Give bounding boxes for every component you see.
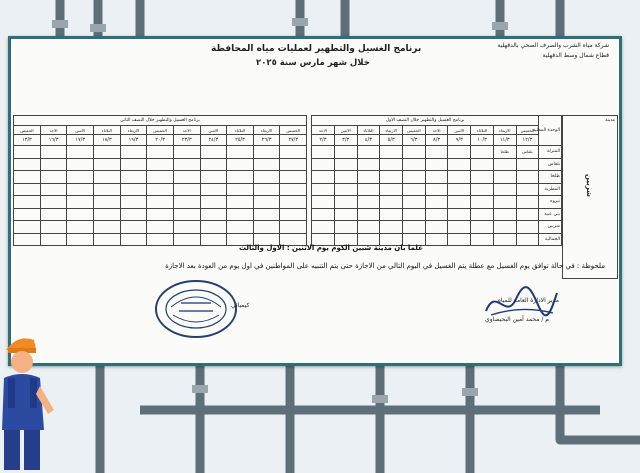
table-cell — [425, 233, 448, 246]
table-cell — [200, 196, 227, 209]
table-cell — [402, 196, 425, 209]
right-date-6: ٥/٣ — [380, 135, 403, 146]
table-row — [312, 183, 562, 196]
table-cell — [200, 183, 227, 196]
table-cell — [94, 221, 121, 234]
table-cell — [67, 171, 94, 184]
first-half-title: برنامج الغسيل والتطهير خلال النصف الاول — [312, 116, 539, 126]
table-cell — [147, 146, 174, 159]
left-date-9: ١٦/٣ — [40, 135, 67, 146]
table-cell — [94, 158, 121, 171]
right-day-3: الاثنين — [448, 126, 471, 135]
area-name: نبروه — [539, 196, 562, 209]
table-cell: بلقاس — [516, 146, 539, 159]
table-cell — [380, 221, 403, 234]
table-cell — [173, 171, 200, 184]
table-cell — [94, 233, 121, 246]
table-cell — [380, 183, 403, 196]
table-row — [312, 158, 562, 171]
table-row — [312, 196, 562, 209]
table-cell — [147, 233, 174, 246]
note-holiday: ملحوظة : في حالة توافق يوم الغسيل مع عطلة يتم الغسيل في اليوم التالي من الاجازة حتى يتم التنبيه على المواطنين في اول يوم من العودة بعد الاجازة — [165, 262, 605, 270]
table-cell — [312, 208, 335, 221]
table-cell — [312, 171, 335, 184]
table-cell — [147, 221, 174, 234]
table-cell — [471, 208, 494, 221]
area-name: بني عبيد — [539, 208, 562, 221]
table-cell — [425, 158, 448, 171]
table-cell — [120, 158, 147, 171]
table-cell — [334, 158, 357, 171]
table-cell — [448, 146, 471, 159]
table-cell — [173, 208, 200, 221]
table-cell — [334, 196, 357, 209]
table-cell — [40, 158, 67, 171]
table-cell — [120, 171, 147, 184]
left-date-3: ٢٤/٣ — [200, 135, 227, 146]
table-cell — [120, 208, 147, 221]
table-cell — [516, 158, 539, 171]
table-cell — [312, 196, 335, 209]
table-cell — [40, 208, 67, 221]
second-half-title: برنامج الغسيل والتطهير خلال النصف الثاني — [14, 116, 307, 126]
table-cell — [357, 221, 380, 234]
table-cell — [120, 233, 147, 246]
left-day-8: الاثنين — [67, 126, 94, 135]
table-cell — [280, 196, 307, 209]
table-cell — [40, 146, 67, 159]
left-date-8: ١٧/٣ — [67, 135, 94, 146]
right-date-8: ٣/٣ — [334, 135, 357, 146]
table-row — [312, 221, 562, 234]
table-cell — [14, 233, 41, 246]
table-cell — [493, 183, 516, 196]
table-cell — [334, 208, 357, 221]
table-cell — [280, 208, 307, 221]
table-cell — [448, 158, 471, 171]
table-cell — [380, 171, 403, 184]
left-date-10: ١٣/٣ — [14, 135, 41, 146]
table-cell — [120, 221, 147, 234]
table-cell — [147, 183, 174, 196]
table-cell — [253, 183, 280, 196]
table-cell — [334, 221, 357, 234]
table-cell — [67, 183, 94, 196]
table-cell — [147, 208, 174, 221]
left-day-9: الاحد — [40, 126, 67, 135]
table-cell — [448, 183, 471, 196]
table-cell — [448, 221, 471, 234]
table-row — [14, 221, 307, 234]
table-cell — [334, 171, 357, 184]
table-cell — [253, 221, 280, 234]
table-row — [312, 146, 562, 159]
table-cell — [402, 158, 425, 171]
table-cell — [516, 171, 539, 184]
table-cell — [493, 221, 516, 234]
table-cell — [471, 146, 494, 159]
table-cell — [227, 208, 254, 221]
table-cell — [357, 196, 380, 209]
table-cell — [448, 171, 471, 184]
table-cell — [471, 233, 494, 246]
table-cell — [471, 158, 494, 171]
table-cell — [147, 196, 174, 209]
left-date-0: ٢٧/٣ — [280, 135, 307, 146]
table-cell — [67, 146, 94, 159]
left-day-5: الخميس — [147, 126, 174, 135]
table-cell — [380, 196, 403, 209]
table-cell — [357, 183, 380, 196]
table-cell — [253, 158, 280, 171]
table-cell — [493, 196, 516, 209]
table-cell — [402, 221, 425, 234]
right-day-9: الاحد — [312, 126, 335, 135]
table-cell — [516, 196, 539, 209]
right-day-0: الخميس — [516, 126, 539, 135]
table-cell — [67, 208, 94, 221]
table-row — [14, 196, 307, 209]
table-cell — [227, 171, 254, 184]
official-stamp-icon — [151, 277, 241, 341]
table-cell — [173, 146, 200, 159]
table-cell — [14, 146, 41, 159]
left-day-7: الثلاثاء — [94, 126, 121, 135]
table-row — [14, 171, 307, 184]
table-cell — [357, 158, 380, 171]
table-cell — [200, 233, 227, 246]
table-cell — [147, 158, 174, 171]
side-city-label — [562, 115, 618, 279]
document-title: برنامج الغسيل والتطهير لعمليات مياه المحافظة — [211, 44, 422, 54]
document-period: خلال شهر مارس سنة ٢٠٢٥ — [256, 58, 370, 68]
table-cell — [94, 208, 121, 221]
table-cell — [40, 233, 67, 246]
table-cell — [173, 158, 200, 171]
area-name: بلقاس — [539, 158, 562, 171]
table-cell — [67, 158, 94, 171]
left-day-1: الاربعاء — [253, 126, 280, 135]
table-cell — [425, 171, 448, 184]
table-cell — [14, 158, 41, 171]
table-cell: طلخا — [493, 146, 516, 159]
table-cell — [357, 208, 380, 221]
table-cell — [448, 208, 471, 221]
table-cell — [227, 146, 254, 159]
table-cell — [380, 158, 403, 171]
table-cell — [94, 146, 121, 159]
table-cell — [312, 146, 335, 159]
left-day-3: الاثنين — [200, 126, 227, 135]
org-header — [497, 41, 609, 61]
table-cell — [516, 233, 539, 246]
area-column-header: الوحدة المحلية — [539, 116, 562, 146]
table-cell — [280, 158, 307, 171]
table-cell — [471, 171, 494, 184]
org-line-1: شركة مياه الشرب والصرف الصحي بالدقهلية — [497, 42, 609, 49]
wash-schedule-document — [8, 36, 622, 366]
table-cell — [280, 183, 307, 196]
table-cell — [40, 221, 67, 234]
table-cell — [94, 171, 121, 184]
table-row — [14, 158, 307, 171]
table-cell — [14, 221, 41, 234]
left-day-4: الاحد — [173, 126, 200, 135]
table-cell — [312, 183, 335, 196]
table-cell — [200, 221, 227, 234]
table-cell — [357, 146, 380, 159]
table-cell — [173, 221, 200, 234]
table-cell — [448, 233, 471, 246]
chemist-title: كيميائي — [231, 302, 250, 309]
table-cell — [94, 183, 121, 196]
table-cell — [471, 183, 494, 196]
table-cell — [67, 221, 94, 234]
table-cell — [120, 183, 147, 196]
table-cell — [40, 196, 67, 209]
table-cell — [516, 183, 539, 196]
table-cell — [471, 221, 494, 234]
right-date-3: ٩/٣ — [448, 135, 471, 146]
left-day-2: الثلاثاء — [227, 126, 254, 135]
table-cell — [425, 221, 448, 234]
table-cell — [312, 158, 335, 171]
manager-title: مدير الادارة العامة للمياه — [497, 297, 559, 304]
left-date-2: ٢٥/٣ — [227, 135, 254, 146]
table-row — [14, 146, 307, 159]
left-date-5: ٢٠/٣ — [147, 135, 174, 146]
table-cell — [67, 196, 94, 209]
right-date-4: ٨/٣ — [425, 135, 448, 146]
table-row — [312, 208, 562, 221]
left-date-4: ٢٣/٣ — [173, 135, 200, 146]
table-cell — [253, 208, 280, 221]
table-cell — [516, 208, 539, 221]
right-day-6: الاربعاء — [380, 126, 403, 135]
table-cell — [14, 196, 41, 209]
table-cell — [280, 221, 307, 234]
table-cell — [173, 183, 200, 196]
manager-name: م / محمد أمين البحيصاوي — [485, 316, 549, 323]
left-date-1: ٢٦/٣ — [253, 135, 280, 146]
table-cell — [402, 208, 425, 221]
table-cell — [312, 221, 335, 234]
table-cell — [14, 183, 41, 196]
area-name: شربين — [539, 221, 562, 234]
table-cell — [147, 171, 174, 184]
right-day-2: الثلاثاء — [471, 126, 494, 135]
table-cell — [493, 208, 516, 221]
table-cell — [471, 196, 494, 209]
table-cell — [227, 158, 254, 171]
right-day-7: الثلاثاء — [357, 126, 380, 135]
second-half-schedule-table — [13, 115, 307, 246]
table-cell — [425, 196, 448, 209]
table-row — [14, 183, 307, 196]
table-cell — [448, 196, 471, 209]
left-day-10: الخميس — [14, 126, 41, 135]
table-cell — [227, 196, 254, 209]
table-cell — [402, 171, 425, 184]
table-cell — [334, 183, 357, 196]
area-name: طلخا — [539, 171, 562, 184]
table-row — [14, 208, 307, 221]
left-date-7: ١٨/٣ — [94, 135, 121, 146]
right-date-1: ١١/٣ — [493, 135, 516, 146]
right-date-5: ٦/٣ — [402, 135, 425, 146]
table-cell — [380, 208, 403, 221]
table-cell — [253, 196, 280, 209]
left-date-6: ١٩/٣ — [120, 135, 147, 146]
table-cell — [120, 146, 147, 159]
table-cell — [200, 171, 227, 184]
table-cell — [425, 146, 448, 159]
first-half-schedule-table — [311, 115, 562, 246]
right-day-1: الاربعاء — [493, 126, 516, 135]
table-cell — [493, 233, 516, 246]
right-date-9: ٢/٣ — [312, 135, 335, 146]
table-cell — [357, 171, 380, 184]
table-row — [312, 171, 562, 184]
right-day-8: الاثنين — [334, 126, 357, 135]
table-cell — [173, 196, 200, 209]
table-cell — [402, 183, 425, 196]
table-cell — [40, 183, 67, 196]
worker-illustration-icon — [0, 330, 60, 473]
area-name: الجمالية — [539, 233, 562, 246]
table-cell — [280, 171, 307, 184]
table-cell — [380, 146, 403, 159]
table-cell — [14, 171, 41, 184]
table-cell — [200, 208, 227, 221]
table-cell — [334, 146, 357, 159]
right-day-4: الاحد — [425, 126, 448, 135]
right-date-2: ١٠/٣ — [471, 135, 494, 146]
right-day-5: الخميس — [402, 126, 425, 135]
left-day-0: الخميس — [280, 126, 307, 135]
right-date-0: ١٢/٣ — [516, 135, 539, 146]
left-day-6: الاربعاء — [120, 126, 147, 135]
table-cell — [425, 183, 448, 196]
table-cell — [493, 158, 516, 171]
table-cell — [227, 221, 254, 234]
table-cell — [516, 221, 539, 234]
table-cell — [40, 171, 67, 184]
side-label-top: مدينة — [605, 118, 615, 123]
table-cell — [493, 171, 516, 184]
table-cell — [173, 233, 200, 246]
side-label-city: شربين — [585, 174, 593, 198]
table-cell — [200, 146, 227, 159]
note-shebin: علما بان مدينة شبين الكوم يوم الاثنين : الاول والثالث — [239, 244, 423, 252]
org-line-2: قطاع شمال وسط الدقهلية — [542, 52, 609, 59]
table-cell — [253, 146, 280, 159]
table-cell — [227, 183, 254, 196]
table-cell — [253, 171, 280, 184]
table-cell — [14, 208, 41, 221]
table-cell — [200, 158, 227, 171]
table-cell — [402, 146, 425, 159]
table-cell — [425, 208, 448, 221]
area-name: المنزلة — [539, 146, 562, 159]
table-cell — [280, 146, 307, 159]
table-cell — [120, 196, 147, 209]
table-cell — [94, 196, 121, 209]
area-name: المطرية — [539, 183, 562, 196]
table-cell — [67, 233, 94, 246]
right-date-7: ٤/٣ — [357, 135, 380, 146]
